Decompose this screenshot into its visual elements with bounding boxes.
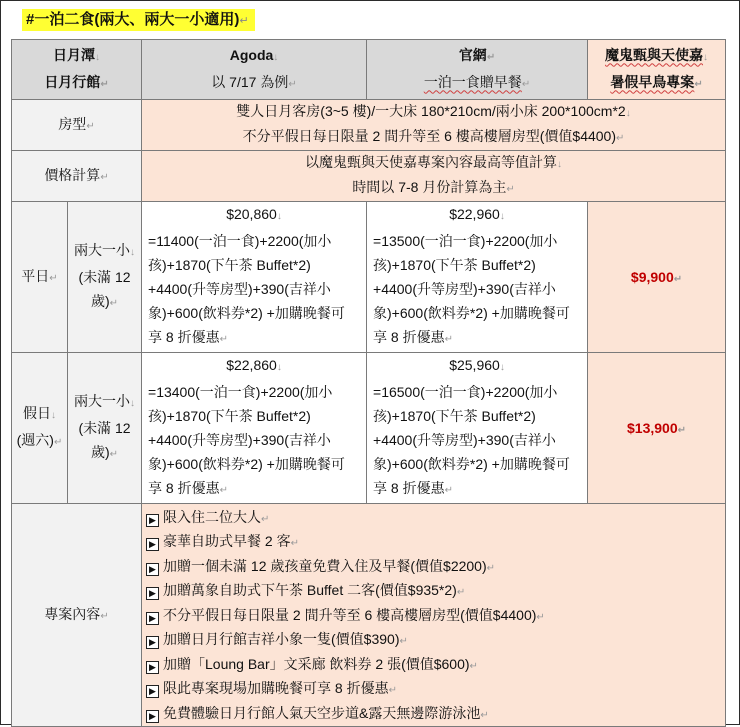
holiday-label: 假日↓ (週六)↵ <box>12 353 68 504</box>
list-item: ▶ 加贈「Loung Bar」文采廊 飲料券 2 張(價值$600)↵ <box>142 652 725 677</box>
play-arrow-icon: ▶ <box>146 685 159 698</box>
play-arrow-icon: ▶ <box>146 587 159 600</box>
pricing-row <box>12 151 726 202</box>
play-arrow-icon: ▶ <box>146 538 159 551</box>
header-official: 官網↵ 一泊一食贈早餐↵ <box>367 40 588 100</box>
list-item: ▶ 加贈萬象自助式下午茶 Buffet 二客(價值$935*2)↵ <box>142 578 725 603</box>
list-item: ▶ 不分平假日每日限量 2 間升等至 6 樓高樓層房型(價值$4400)↵ <box>142 603 725 628</box>
list-item: ▶ 限入住二位大人↵ <box>142 505 725 530</box>
room-label: 房型↵ <box>12 100 142 151</box>
list-item: ▶ 豪華自助式早餐 2 客↵ <box>142 529 725 554</box>
room-value: 雙人日月客房(3~5 樓)/一大床 180*210cm/兩小床 200*100cm*2↓ 不分平假日每日限量 2 間升等至 6 樓高樓層房型(價值$4400)↵ <box>142 100 726 151</box>
header-hotel: 日月潭↓ 日月行館↵ <box>12 40 142 100</box>
features-list <box>142 504 726 727</box>
holiday-agoda-calc: $22,860↓ =13400(一泊一食)+2200(加小 孩)+1870(下午茶 Buffet*2) +4400(升等房型)+390(吉祥小 象)+600(飲料券*2) +加購晚餐可 享 8 折優惠↵ <box>142 353 367 504</box>
weekday-guests: 兩大一小↓ (未滿 12 歲)↵ <box>68 202 142 353</box>
play-arrow-icon: ▶ <box>146 636 159 649</box>
play-arrow-icon: ▶ <box>146 612 159 625</box>
comparison-table <box>11 39 726 727</box>
room-row <box>12 100 726 151</box>
play-arrow-icon: ▶ <box>146 661 159 674</box>
list-item: ▶ 免費體驗日月行館人氣天空步道&露天無邊際游泳池↵ <box>142 701 725 726</box>
page-title: #一泊二食(兩大、兩大一小適用)↵ <box>22 9 255 31</box>
holiday-special-price: $13,900↵ <box>588 353 726 504</box>
header-agoda: Agoda↓ 以 7/17 為例↵ <box>142 40 367 100</box>
holiday-row <box>12 353 726 504</box>
list-item: ▶ 限此專案現場加購晚餐可享 8 折優惠↵ <box>142 676 725 701</box>
play-arrow-icon: ▶ <box>146 514 159 527</box>
holiday-guests: 兩大一小↓ (未滿 12 歲)↵ <box>68 353 142 504</box>
play-arrow-icon: ▶ <box>146 563 159 576</box>
features-row <box>12 504 726 727</box>
pricing-value: 以魔鬼甄與天使嘉專案內容最高等值計算↓ 時間以 7-8 月份計算為主↵ <box>142 151 726 202</box>
features-label: 專案內容↵ <box>12 504 142 727</box>
weekday-row <box>12 202 726 353</box>
list-item: ▶ 加贈日月行館吉祥小象一隻(價值$390)↵ <box>142 627 725 652</box>
list-item: ▶ 加贈一個未滿 12 歲孩童免費入住及早餐(價值$2200)↵ <box>142 554 725 579</box>
weekday-agoda-calc: $20,860↓ =11400(一泊一食)+2200(加小 孩)+1870(下午茶 Buffet*2) +4400(升等房型)+390(吉祥小 象)+600(飲料券*2) +加購晚餐可 享 8 折優惠↵ <box>142 202 367 353</box>
header-row <box>12 40 726 100</box>
pricing-label: 價格計算↵ <box>12 151 142 202</box>
weekday-special-price: $9,900↵ <box>588 202 726 353</box>
holiday-official-calc: $25,960↓ =16500(一泊一食)+2200(加小 孩)+1870(下午茶 Buffet*2) +4400(升等房型)+390(吉祥小 象)+600(飲料券*2) +加購晚餐可 享 8 折優惠↵ <box>367 353 588 504</box>
play-arrow-icon: ▶ <box>146 710 159 723</box>
weekday-official-calc: $22,960↓ =13500(一泊一食)+2200(加小 孩)+1870(下午茶 Buffet*2) +4400(升等房型)+390(吉祥小 象)+600(飲料券*2) +加購晚餐可 享 8 折優惠↵ <box>367 202 588 353</box>
header-special: 魔鬼甄與天使嘉↓ 暑假早鳥專案↵ <box>588 40 726 100</box>
weekday-label: 平日↵ <box>12 202 68 353</box>
